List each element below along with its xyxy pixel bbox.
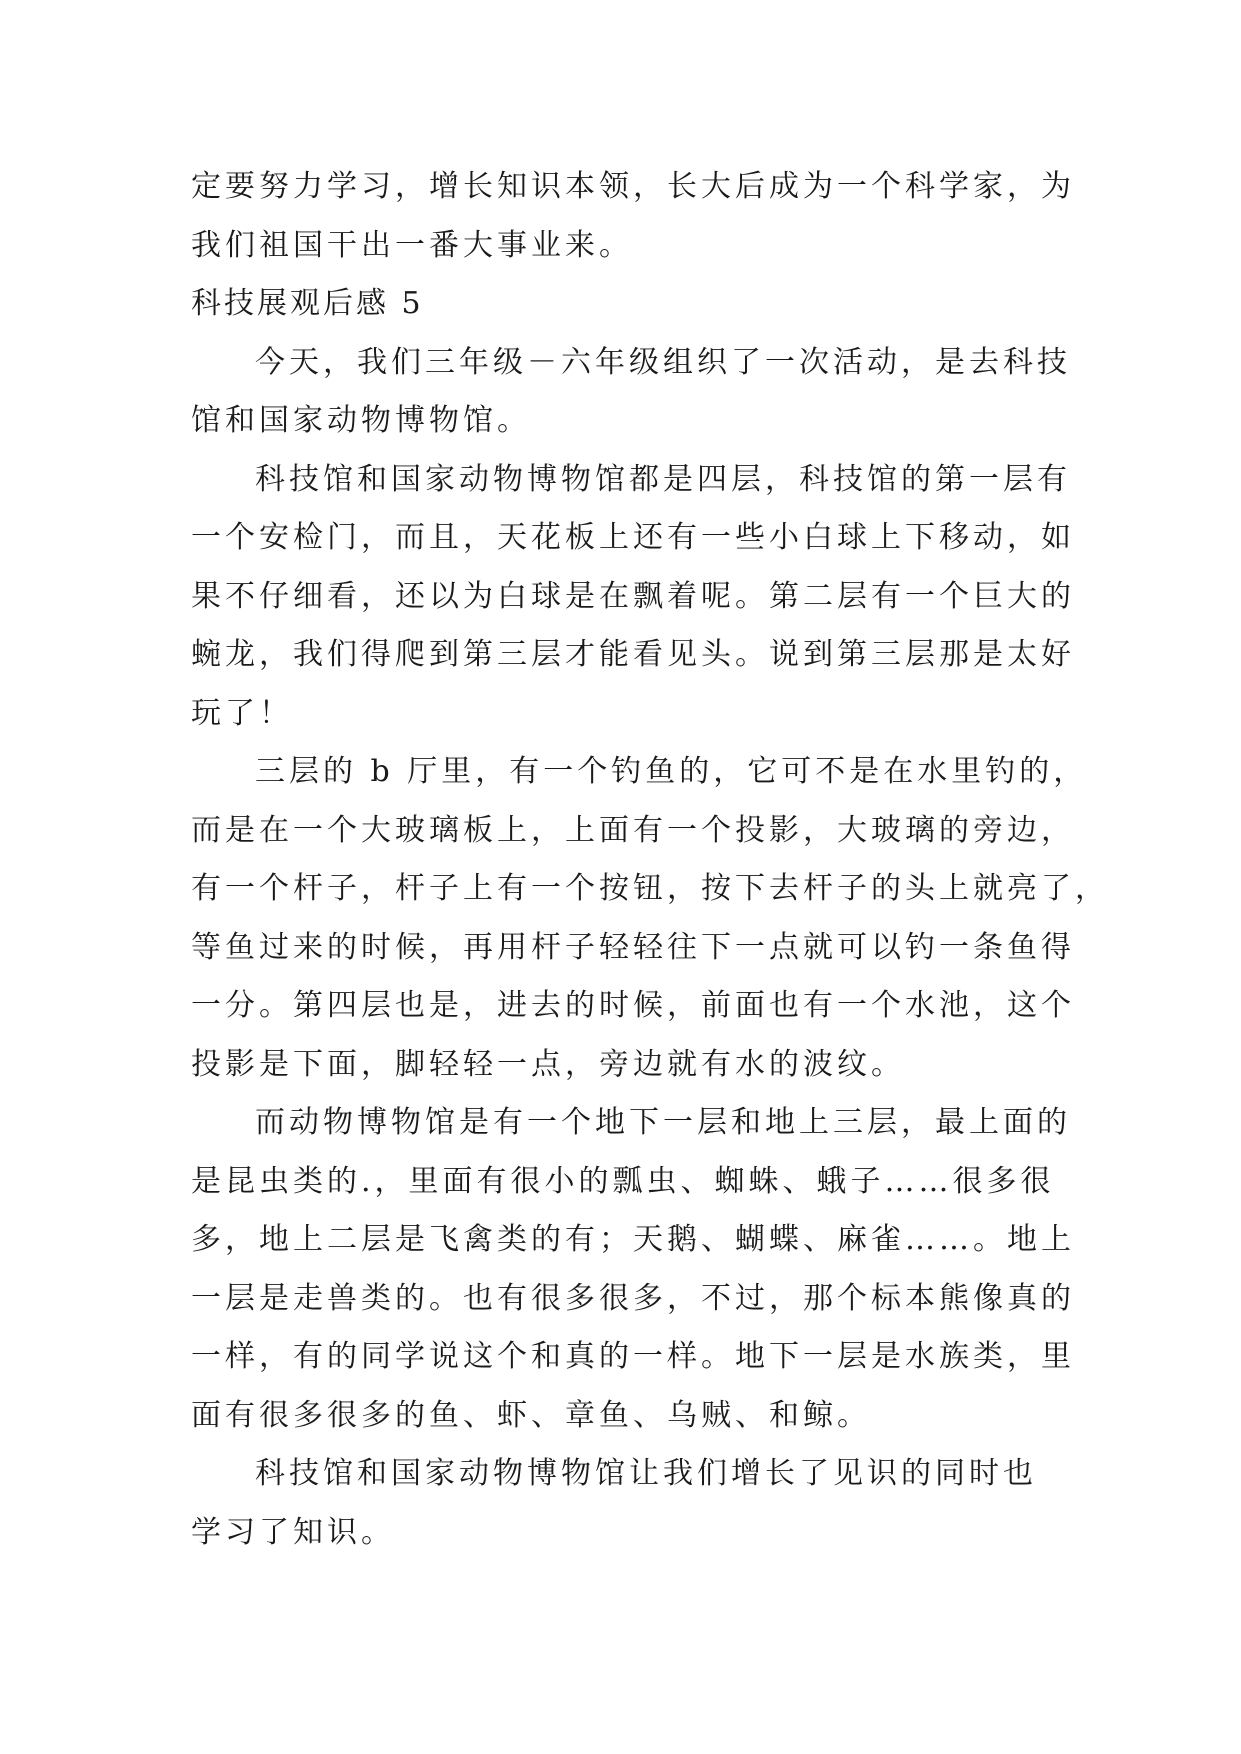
continuation-line: 定要努力学习，增长知识本领，长大后成为一个科学家，为 (191, 169, 1075, 204)
paragraph-line: 是昆虫类的.，里面有很小的瓢虫、蜘蛛、蛾子……很多很 (191, 1163, 1055, 1199)
paragraph-line: 今天，我们三年级－六年级组织了一次活动，是去科技 (255, 344, 1071, 380)
paragraph-line: 一分。第四层也是，进去的时候，前面也有一个水池，这个 (191, 988, 1075, 1023)
paragraph-5 (191, 1445, 1053, 1562)
section-title: 科技展观后感 5 (191, 286, 424, 321)
paragraph-1 (191, 334, 1071, 451)
paragraph-line: 一层是走兽类的。也有很多很多，不过，那个标本熊像真的 (191, 1280, 1075, 1316)
paragraph-line: 一样，有的同学说这个和真的一样。地下一层是水族类，里 (191, 1339, 1075, 1374)
continuation-line: 我们祖国干出一番大事业来。 (191, 227, 633, 263)
paragraph-line: 而是在一个大玻璃板上，上面有一个投影，大玻璃的旁边， (191, 812, 1075, 848)
paragraph-3 (191, 743, 1109, 1094)
paragraph-line: 一个安检门，而且，天花板上还有一些小白球上下移动，如 (191, 520, 1075, 555)
paragraph-line: 果不仔细看，还以为白球是在飘着呢。第二层有一个巨大的 (191, 578, 1075, 614)
paragraph-line: 投影是下面，脚轻轻一点，旁边就有水的波纹。 (191, 1046, 905, 1082)
paragraph-line: 学习了知识。 (191, 1514, 395, 1550)
paragraph-line: 三层的 b 厅里，有一个钓鱼的，它可不是在水里钓的， (255, 754, 1088, 789)
paragraph-line: 面有很多很多的鱼、虾、章鱼、乌贼、和鲸。 (191, 1397, 871, 1433)
paragraph-line: 蜿龙，我们得爬到第三层才能看见头。说到第三层那是太好 (191, 637, 1075, 672)
paragraph-line: 科技馆和国家动物博物馆都是四层，科技馆的第一层有 (255, 461, 1071, 497)
paragraph-2 (191, 451, 1075, 744)
paragraph-line: 科技馆和国家动物博物馆让我们增长了见识的同时也 (255, 1456, 1037, 1491)
paragraph-line: 多，地上二层是飞禽类的有；天鹅、蝴蝶、麻雀……。地上 (191, 1222, 1075, 1257)
document-body (191, 158, 1109, 1562)
paragraph-line: 馆和国家动物博物馆。 (191, 403, 531, 438)
paragraph-line: 玩了！ (191, 695, 293, 731)
paragraph-line: 而动物博物馆是有一个地下一层和地上三层，最上面的 (255, 1105, 1071, 1140)
paragraph-4 (191, 1094, 1075, 1445)
paragraph-line: 等鱼过来的时候，再用杆子轻轻往下一点就可以钓一条鱼得 (191, 929, 1075, 965)
paragraph-line: 有一个杆子，杆子上有一个按钮，按下去杆子的头上就亮了， (191, 871, 1109, 906)
